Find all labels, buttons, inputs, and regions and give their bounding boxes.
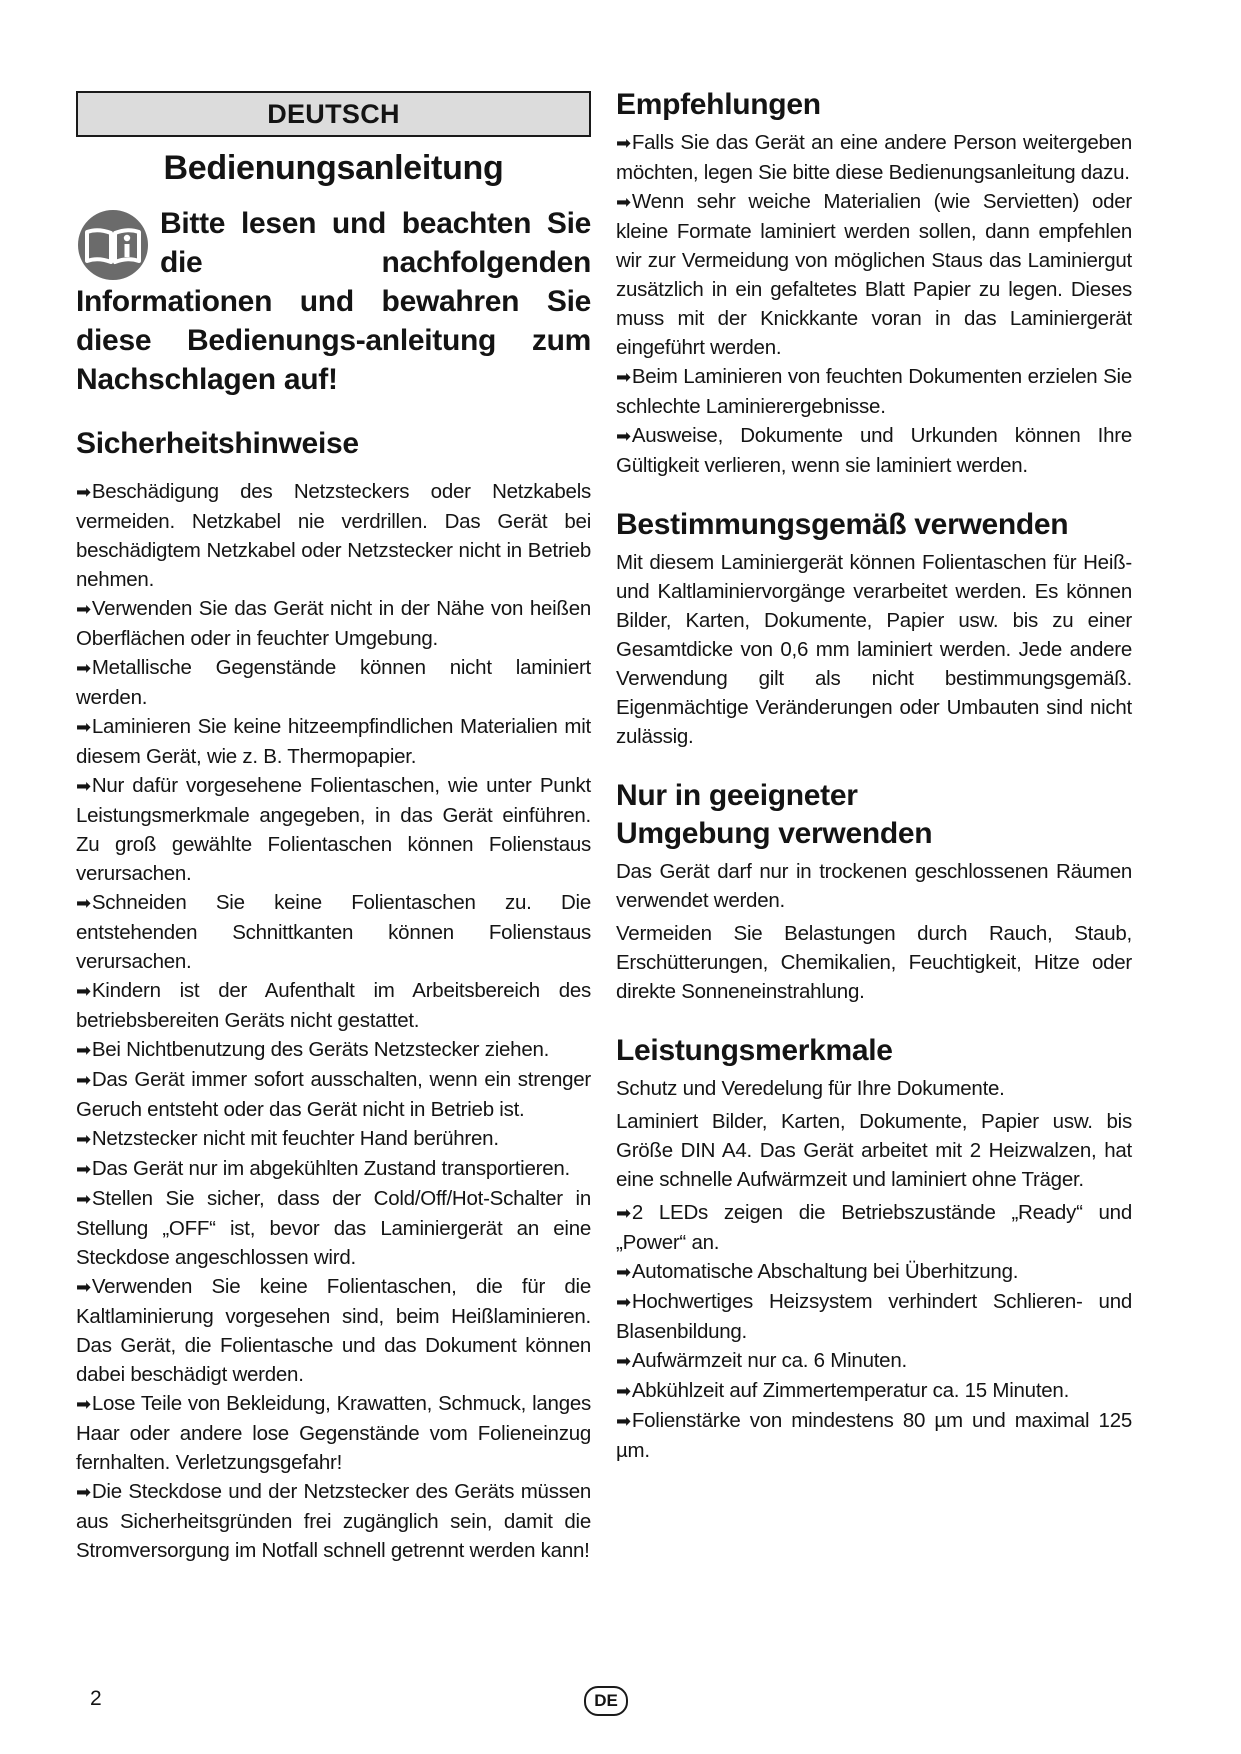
safety-item-text: Verwenden Sie das Gerät nicht in der Nähe von heißen Oberflächen oder in feuchter Umgebung. (76, 597, 591, 650)
safety-item (76, 653, 591, 712)
arrow-bullet-icon: ➡ (616, 1292, 631, 1312)
arrow-bullet-icon: ➡ (76, 1277, 91, 1297)
environment-heading: Nur in geeigneter Umgebung verwenden (616, 779, 933, 850)
safety-item (76, 1184, 591, 1272)
safety-item (76, 477, 591, 594)
safety-item (76, 1035, 591, 1065)
intended-use-text: Mit diesem Laminiergerät können Folientaschen für Heiß- und Kaltlaminiervorgänge verarbeitet werden. Es können Bilder, Karten, Dokumente, Papier usw. bis zu einer Gesamtdicke von 0,6 mm laminiert werden. Jede andere Verwendung gilt als nicht bestimmungsgemäß. Eigenmächtige Veränderungen oder Umbauten sind nicht zulässig. (616, 551, 1132, 748)
features-heading: Leistungsmerkmale (616, 1034, 893, 1067)
environment-section (616, 777, 1132, 1006)
arrow-bullet-icon: ➡ (76, 717, 91, 737)
feature-item-text: Abkühlzeit auf Zimmertemperatur ca. 15 Minuten. (631, 1379, 1070, 1402)
recommendations-heading: Empfehlungen (616, 88, 821, 121)
safety-item-text: Verwenden Sie keine Folientaschen, die für die Kaltlaminierung vorgesehen sind, beim Heißlaminieren. Das Gerät, die Folientasche und das Dokument können dabei beschädigt werden. (76, 1275, 591, 1386)
arrow-bullet-icon: ➡ (76, 1129, 91, 1149)
feature-item (616, 1257, 1132, 1287)
arrow-bullet-icon: ➡ (76, 1189, 91, 1209)
arrow-bullet-icon: ➡ (616, 1203, 631, 1223)
right-column (616, 86, 1132, 1491)
feature-item (616, 1287, 1132, 1346)
recommendation-item (616, 128, 1132, 187)
safety-heading: Sicherheitshinweise (76, 427, 359, 460)
recommendation-item-text: Beim Laminieren von feuchten Dokumenten erzielen Sie schlechte Laminierergebnisse. (616, 365, 1132, 418)
intended-use-section (616, 506, 1132, 751)
language-badge: DE (584, 1686, 628, 1716)
intro-note (76, 204, 591, 399)
document-title: Bedienungsanleitung (163, 149, 504, 187)
environment-text-2: Vermeiden Sie Belastungen durch Rauch, Staub, Erschütterungen, Chemikalien, Feuchtigkeit, Hitze oder direkte Sonneneinstrahlung. (616, 922, 1132, 1003)
arrow-bullet-icon: ➡ (76, 1159, 91, 1179)
arrow-bullet-icon: ➡ (76, 1482, 91, 1502)
arrow-bullet-icon: ➡ (616, 1411, 631, 1431)
arrow-bullet-icon: ➡ (76, 482, 91, 502)
safety-item-text: Kindern ist der Aufenthalt im Arbeitsbereich des betriebsbereiten Geräts nicht gestattet. (76, 979, 591, 1032)
safety-item (76, 888, 591, 976)
feature-item (616, 1346, 1132, 1376)
feature-item-text: Hochwertiges Heizsystem verhindert Schlieren- und Blasenbildung. (616, 1290, 1132, 1343)
arrow-bullet-icon: ➡ (616, 426, 631, 446)
safety-item (76, 1065, 591, 1124)
intended-use-heading: Bestimmungsgemäß verwenden (616, 508, 1069, 541)
arrow-bullet-icon: ➡ (616, 1262, 631, 1282)
arrow-bullet-icon: ➡ (616, 1381, 631, 1401)
recommendation-item-text: Wenn sehr weiche Materialien (wie Servietten) oder kleine Formate laminiert werden sollen, dann empfehlen wir zur Vermeidung von möglichen Staus das Laminiergut zusätzlich in ein gefaltetes Blatt Papier zu legen. Dieses muss mit der Knickkante voran in das Laminiergerät eingeführt werden. (616, 190, 1132, 359)
feature-item (616, 1376, 1132, 1406)
safety-item-text: Beschädigung des Netzsteckers oder Netzkabels vermeiden. Netzkabel nie verdrillen. Das Gerät bei beschädigtem Netzkabel oder Netzstecker nicht in Betrieb nehmen. (76, 480, 591, 591)
arrow-bullet-icon: ➡ (76, 893, 91, 913)
features-text-1: Schutz und Veredelung für Ihre Dokumente. (616, 1077, 1005, 1100)
recommendation-item-text: Ausweise, Dokumente und Urkunden können Ihre Gültigkeit verlieren, wenn sie laminiert werden. (616, 424, 1132, 477)
feature-item-text: Folienstärke von mindestens 80 µm und maximal 125 µm. (616, 1409, 1132, 1462)
recommendation-item (616, 187, 1132, 362)
feature-item-text: Aufwärmzeit nur ca. 6 Minuten. (631, 1349, 907, 1372)
arrow-bullet-icon: ➡ (76, 776, 91, 796)
safety-item (76, 1272, 591, 1389)
safety-item-text: Lose Teile von Bekleidung, Krawatten, Schmuck, langes Haar oder andere lose Gegenstände vom Folieneinzug fernhalten. Verletzungsgefahr! (76, 1392, 591, 1474)
page-number: 2 (90, 1687, 102, 1710)
recommendation-item (616, 362, 1132, 421)
manual-info-icon (76, 208, 150, 282)
recommendations-list (616, 128, 1132, 480)
safety-item (76, 594, 591, 653)
recommendation-item-text: Falls Sie das Gerät an eine andere Person weitergeben möchten, legen Sie bitte diese Bedienungsanleitung dazu. (616, 131, 1132, 184)
safety-item-text: Schneiden Sie keine Folientaschen zu. Die entstehenden Schnittkanten können Folienstaus verursachen. (76, 891, 591, 973)
arrow-bullet-icon: ➡ (76, 981, 91, 1001)
arrow-bullet-icon: ➡ (76, 1070, 91, 1090)
safety-item-text: Das Gerät nur im abgekühlten Zustand transportieren. (91, 1157, 570, 1180)
arrow-bullet-icon: ➡ (616, 133, 631, 153)
arrow-bullet-icon: ➡ (616, 1351, 631, 1371)
recommendation-item (616, 421, 1132, 480)
safety-item (76, 976, 591, 1035)
safety-list (76, 477, 591, 1565)
arrow-bullet-icon: ➡ (76, 1394, 91, 1414)
safety-item-text: Stellen Sie sicher, dass der Cold/Off/Hot-Schalter in Stellung „OFF“ ist, bevor das Laminiergerät an eine Steckdose angeschlossen wird. (76, 1187, 591, 1269)
recommendations-section (616, 86, 1132, 480)
intro-text: Bitte lesen und beachten Sie die nachfolgenden Informationen und bewahren Sie diese Bedienungs-anleitung zum Nachschlagen auf! (76, 207, 591, 396)
safety-item-text: Netzstecker nicht mit feuchter Hand berühren. (91, 1127, 499, 1150)
language-header (76, 91, 591, 137)
environment-text-1: Das Gerät darf nur in trockenen geschlossenen Räumen verwendet werden. (616, 860, 1132, 912)
arrow-bullet-icon: ➡ (616, 192, 631, 212)
safety-item (76, 1477, 591, 1565)
safety-item (76, 1124, 591, 1154)
safety-item-text: Die Steckdose und der Netzstecker des Geräts müssen aus Sicherheitsgründen frei zugänglich sein, damit die Stromversorgung im Notfall schnell getrennt werden kann! (76, 1480, 591, 1562)
feature-item (616, 1406, 1132, 1465)
arrow-bullet-icon: ➡ (76, 1040, 91, 1060)
feature-item-text: 2 LEDs zeigen die Betriebszustände „Ready“ und „Power“ an. (616, 1201, 1132, 1254)
safety-item (76, 1154, 591, 1184)
arrow-bullet-icon: ➡ (616, 367, 631, 387)
feature-item (616, 1198, 1132, 1257)
safety-item (76, 771, 591, 888)
arrow-bullet-icon: ➡ (76, 658, 91, 678)
safety-item-text: Laminieren Sie keine hitzeempfindlichen Materialien mit diesem Gerät, wie z. B. Thermopapier. (76, 715, 591, 768)
features-list (616, 1198, 1132, 1465)
language-label: DEUTSCH (267, 98, 400, 129)
feature-item-text: Automatische Abschaltung bei Überhitzung. (631, 1260, 1019, 1283)
safety-item (76, 1389, 591, 1477)
safety-item-text: Metallische Gegenstände können nicht laminiert werden. (76, 656, 591, 709)
left-column (76, 91, 591, 1565)
safety-item-text: Nur dafür vorgesehene Folientaschen, wie unter Punkt Leistungsmerkmale angegeben, in das Gerät einführen. Zu groß gewählte Folientaschen können Folienstaus verursachen. (76, 774, 591, 885)
safety-item-text: Das Gerät immer sofort ausschalten, wenn ein strenger Geruch entsteht oder das Gerät nicht in Betrieb ist. (76, 1068, 591, 1121)
safety-item-text: Bei Nichtbenutzung des Geräts Netzstecker ziehen. (91, 1038, 550, 1061)
safety-item (76, 712, 591, 771)
features-text-2: Laminiert Bilder, Karten, Dokumente, Papier usw. bis Größe DIN A4. Das Gerät arbeitet mit 2 Heizwalzen, hat eine schnelle Aufwärmzeit und laminiert ohne Träger. (616, 1110, 1132, 1191)
arrow-bullet-icon: ➡ (76, 599, 91, 619)
features-section (616, 1032, 1132, 1465)
